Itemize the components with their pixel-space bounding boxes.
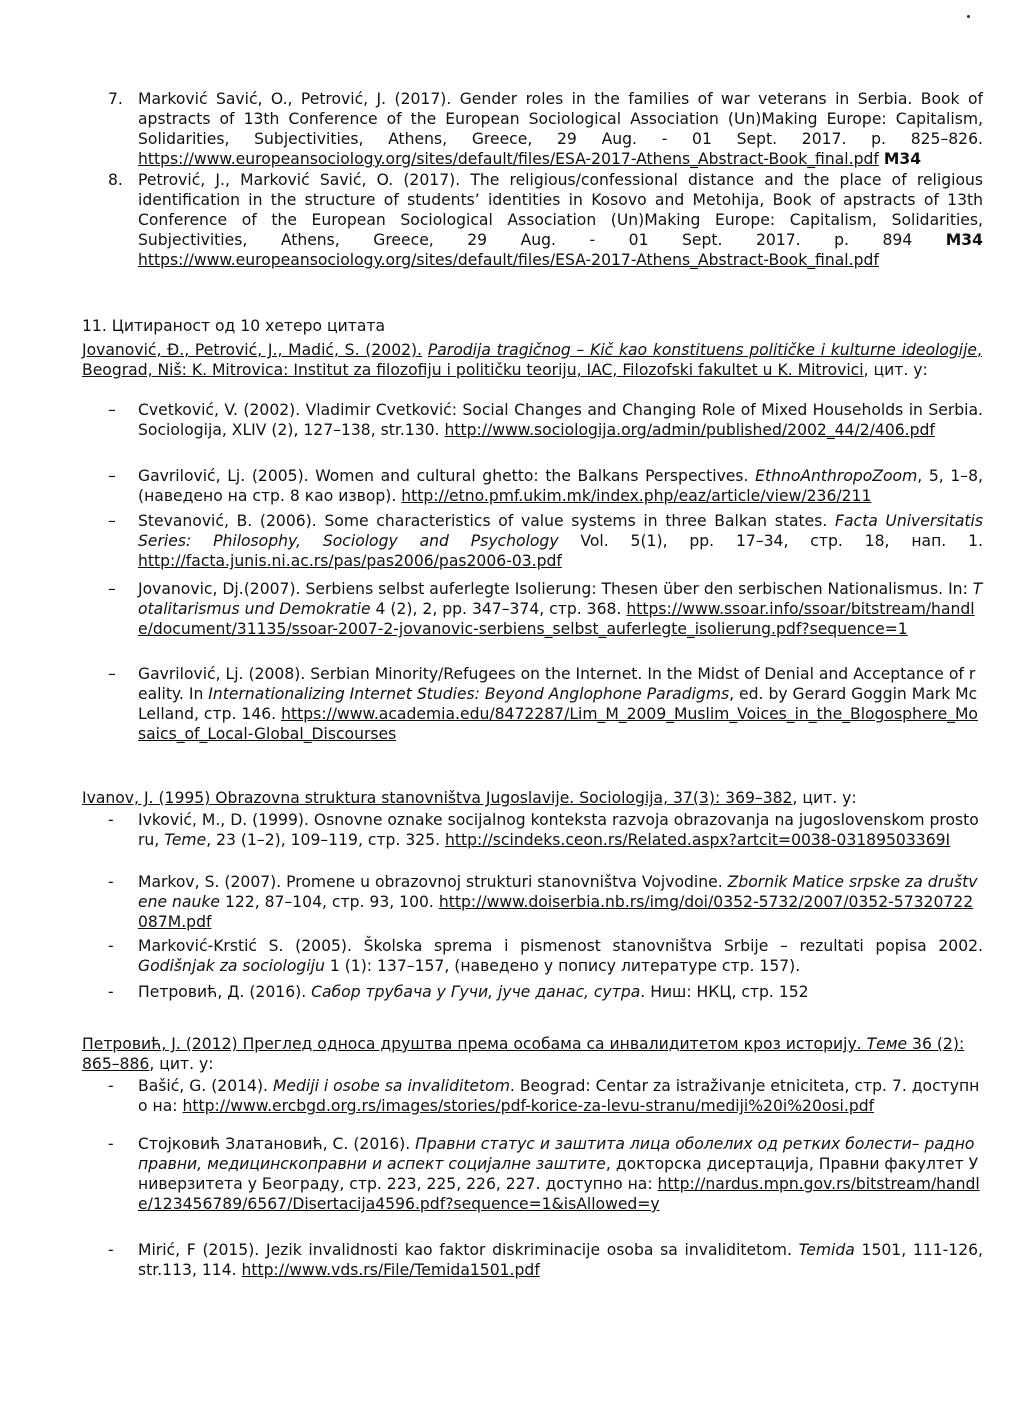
reference-text: Petrović, J., Marković Savić, O. (2017). The religious/confessional distance and the place of religious identification in the structure of students’ identities in Kosovo and Metohija, Book of apstracts of 13th Conference of the European Sociological Association (Un)Making Europe: Capitalism, Solidarities, Subjectivities, Athens, Greece, 29 Aug. - 01 Sept. 2017. p. 894 M34 https://www.europeansociology.org/sites/default/files/ESA-2017-Athens_Abstract-Book_final.pdf	[138, 171, 983, 269]
citation-item: - Bašić, G. (2014). Mediji i osobe sa invaliditetom. Beograd: Centar za istraživanje etniciteta, стр. 7. доступно на: http://www.ercbgd.org.rs/images/stories/pdf-korice-za-levu-stranu/mediji%20i%20osi.pdf	[108, 1077, 980, 1115]
cited-work-2: Ivanov, J. (1995) Obrazovna struktura stanovništva Jugoslavije. Sociologija, 37(3): 369–382, цит. у:	[82, 789, 857, 807]
citation-item: - Ivković, M., D. (1999). Osnovne oznake socijalnog konteksta razvoja obrazovanja na jugoslovenskom prostoru, Teme, 23 (1–2), 109–119, стр. 325. http://scindeks.ceon.rs/Related.aspx?artcit=0038-03189503369I	[108, 811, 979, 849]
citation-link[interactable]: http://www.sociologija.org/admin/published/2002_44/2/406.pdf	[444, 421, 935, 439]
citation-link[interactable]: http://scindeks.ceon.rs/Related.aspx?artcit=0038-03189503369I	[445, 831, 951, 849]
citation-item: – Cvetković, V. (2002). Vladimir Cvetković: Social Changes and Changing Role of Mixed Households in Serbia. Sociologija, XLIV (2), 127–138, str.130. http://www.sociologija.org/admin/published/2002_44/2/406.pdf	[108, 401, 983, 439]
reference-number: 7.	[108, 90, 123, 108]
citation-link[interactable]: http://www.doiserbia.nb.rs/img/doi/0352-5732/2007/0352-57320722087M.pdf	[138, 893, 974, 931]
citation-item: – Stevanović, B. (2006). Some characteristics of value systems in three Balkan states. Facta Universitatis Series: Philosophy, Sociology and Psychology Vol. 5(1), pp. 17–34, стр. 18, нап. 1. http://facta.junis.ni.ac.rs/pas/pas2006/pas2006-03.pdf	[108, 512, 983, 570]
citation-link[interactable]: http://www.vds.rs/File/Temida1501.pdf	[241, 1261, 540, 1279]
reference-text: Marković Savić, O., Petrović, J. (2017). Gender roles in the families of war veterans in Serbia. Book of apstracts of 13th Conference of the European Sociological Association (Un)Making Europe: Capitalism, Solidarities, Subjectivities, Athens, Greece, 29 Aug. - 01 Sept. 2017. p. 825–826. https://www.europeansociology.org/sites/default/files/ESA-2017-Athens_Abstract-Book_final.pdf M34	[138, 90, 983, 168]
citation-item: – Gavrilović, Lj. (2005). Women and cultural ghetto: the Balkans Perspectives. EthnoAnthropoZoom, 5, 1–8, (наведено на стр. 8 као извор). http://etno.pmf.ukim.mk/index.php/eaz/article/view/236/211	[108, 467, 983, 505]
reference-8	[108, 170, 983, 270]
citation-item: – Jovanovic, Dj.(2007). Serbiens selbst auferlegte Isolierung: Thesen über den serbischen Nationalismus. In: Totalitarismus und Demokratie 4 (2), 2, pp. 347–374, стр. 368. https://www.ssoar.info/ssoar/bitstream/handle/document/31135/ssoar-2007-2-jovanovic-serbiens_selbst_auferlegte_isolierung.pdf?sequence=1	[108, 580, 983, 638]
reference-7	[108, 89, 983, 169]
category-tag: M34	[883, 150, 922, 168]
citation-link[interactable]: http://etno.pmf.ukim.mk/index.php/eaz/article/view/236/211	[401, 487, 872, 505]
citation-item: - Петровић, Д. (2016). Сабор трубача у Гучи, јуче данас, сутра. Ниш: НКЦ, стр. 152	[108, 983, 809, 1001]
cited-work-3: Петровић, J. (2012) Преглед односа друштва према особама са инвалидитетом кроз историју. Теме 36 (2): 865–886, цит. у:	[82, 1035, 965, 1073]
category-tag: M34	[945, 231, 983, 249]
reference-link[interactable]: https://www.europeansociology.org/sites/default/files/ESA-2017-Athens_Abstract-Book_final.pdf	[138, 251, 879, 269]
citation-item: - Marković-Krstić S. (2005). Školska sprema i pismenost stanovništva Srbije – rezultati popisa 2002. Godišnjak za sociologiju 1 (1): 137–157, (наведено у попису литературе стр. 157).	[108, 937, 983, 975]
section-heading: 11. Цитираност од 10 хетеро цитата	[82, 317, 386, 335]
scan-speck	[967, 15, 970, 18]
citation-item: - Mirić, F (2015). Jezik invalidnosti kao faktor diskriminacije osoba sa invaliditetom. Temida 1501, 111-126, str.113, 114. http://www.vds.rs/File/Temida1501.pdf	[108, 1241, 983, 1279]
reference-number: 8.	[108, 171, 123, 189]
citation-link[interactable]: http://nardus.mpn.gov.rs/bitstream/handle/123456789/6567/Disertacija4596.pdf?sequence=1&isAllowed=y	[138, 1175, 980, 1213]
citation-link[interactable]: https://www.academia.edu/8472287/Lim_M_2009_Muslim_Voices_in_the_Blogosphere_Mosaics_of_Local-Global_Discourses	[138, 705, 978, 743]
reference-link[interactable]: https://www.europeansociology.org/sites/default/files/ESA-2017-Athens_Abstract-Book_final.pdf	[138, 150, 879, 168]
citation-item: - Стојковић Златановић, С. (2016). Правни статус и заштита лица оболелих од ретких болести– раднoправни, медицинскоправни и аспект социјалне заштите, докторска дисертација, Правни факултет Универзитета у Београду, стр. 223, 225, 226, 227. доступно на: http://nardus.mpn.gov.rs/bitstream/handle/123456789/6567/Disertacija4596.pdf?sequence=1&isAllowed=y	[108, 1135, 980, 1213]
citation-item: – Gavrilović, Lj. (2008). Serbian Minority/Refugees on the Internet. In the Midst of Denial and Acceptance of reality. In Internationalizing Internet Studies: Beyond Anglophone Paradigms, ed. by Gerard Goggin Mark McLelland, стр. 146. https://www.academia.edu/8472287/Lim_M_2009_Muslim_Voices_in_the_Blogosphere_Mosaics_of_Local-Global_Discourses	[108, 665, 978, 743]
citation-item: - Markov, S. (2007). Promene u obrazovnoj strukturi stanovništva Vojvodine. Zbornik Matice srpske za društvene nauke 122, 87–104, стр. 93, 100. http://www.doiserbia.nb.rs/img/doi/0352-5732/2007/0352-57320722087M.pdf	[108, 873, 978, 931]
citation-link[interactable]: https://www.ssoar.info/ssoar/bitstream/handle/document/31135/ssoar-2007-2-jovanovic-serbiens_selbst_auferlegte_isolierung.pdf?sequence=1	[138, 600, 975, 638]
citation-link[interactable]: http://facta.junis.ni.ac.rs/pas/pas2006/pas2006-03.pdf	[138, 552, 562, 570]
cited-work-1: Jovanović, Đ., Petrović, J., Madić, S. (2002). Parodija tragičnog – Kič kao konstituens političke i kulturne ideologije, Beograd, Niš: K. Mitrovica: Institut za filozofiju i političku teoriju, IAC, Filozofski fakultet u K. Mitrovici, цит. у:	[82, 341, 982, 379]
citation-link[interactable]: http://www.ercbgd.org.rs/images/stories/pdf-korice-za-levu-stranu/mediji%20i%20osi.pdf	[182, 1097, 875, 1115]
